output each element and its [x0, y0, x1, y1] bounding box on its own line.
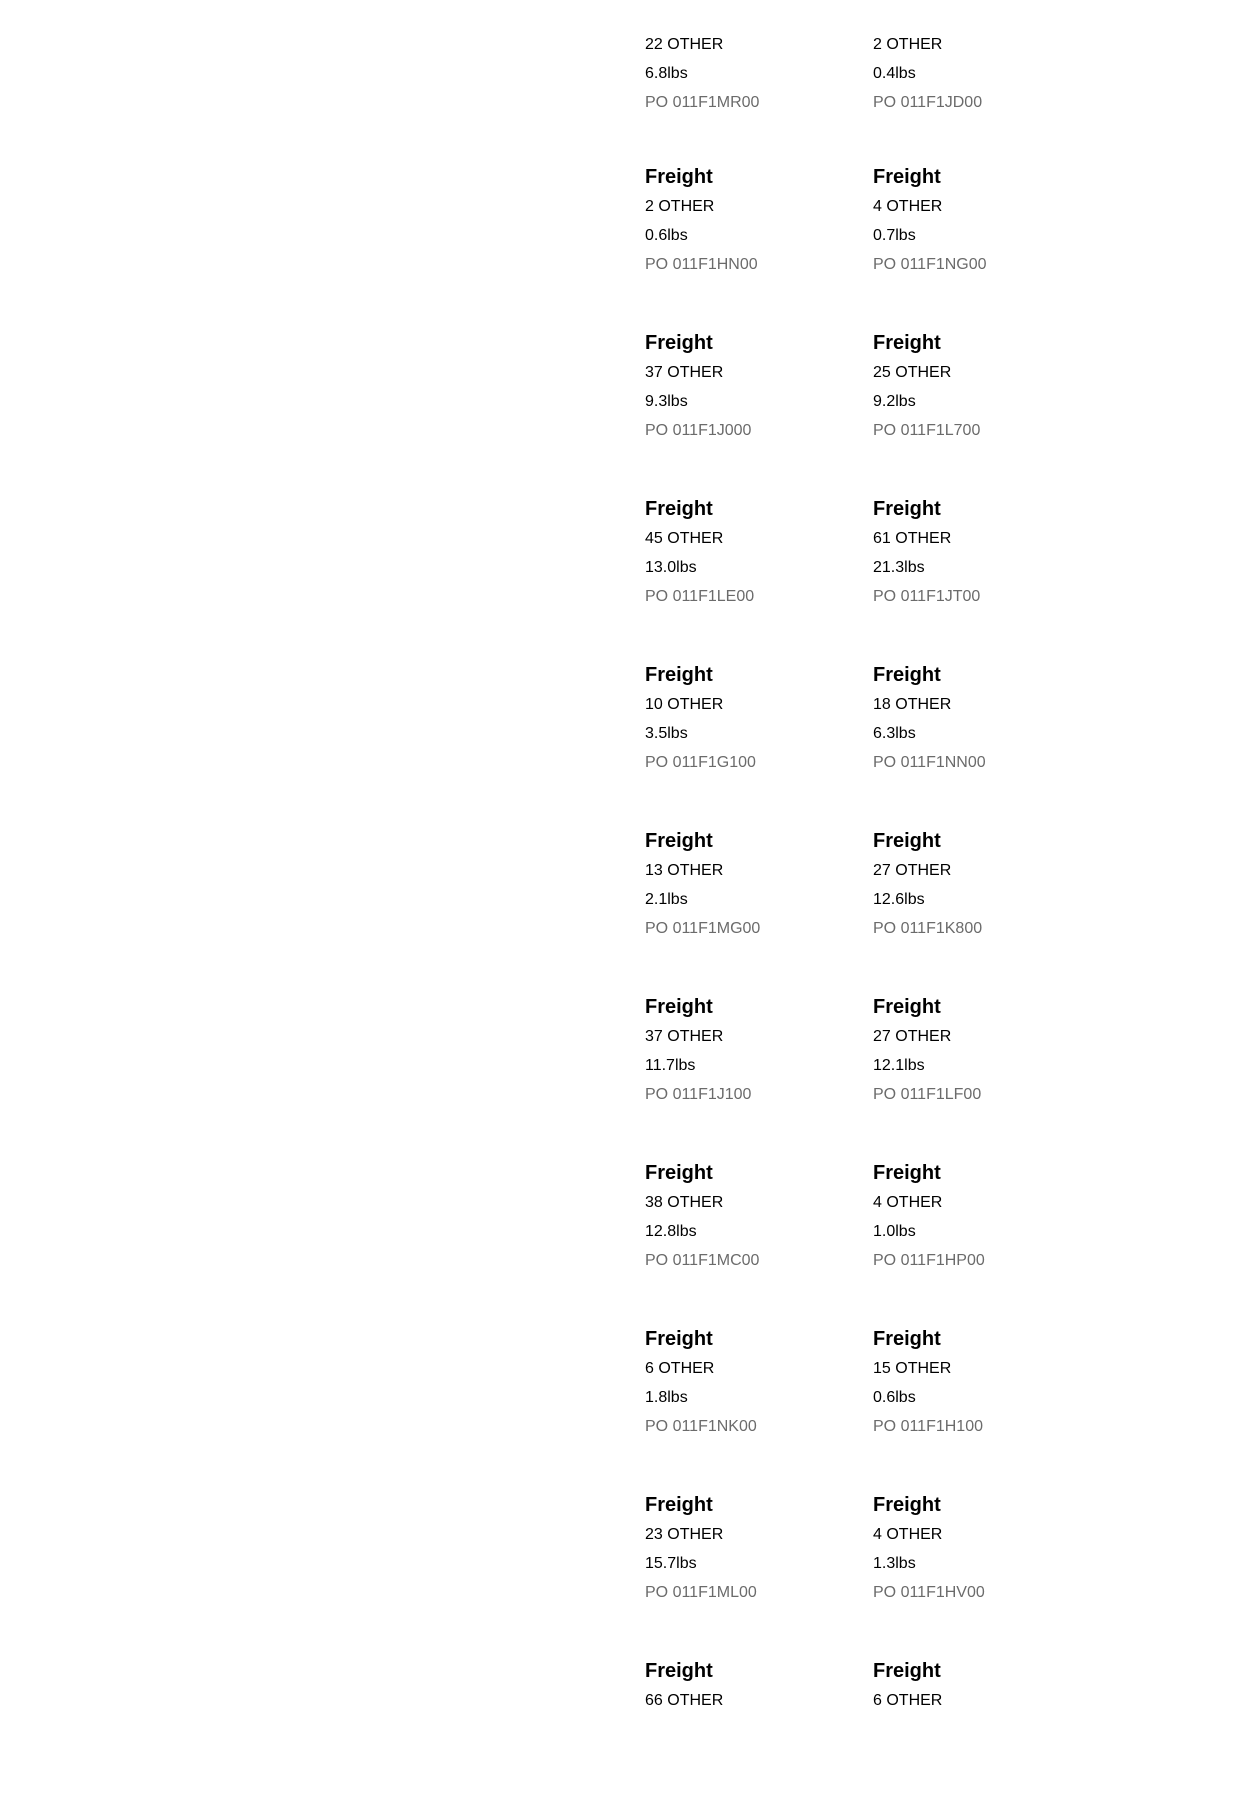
shipment-po: PO 011F1H100	[873, 1418, 983, 1435]
shipment-quantity: 38 OTHER	[645, 1194, 724, 1211]
shipment-title: Freight	[645, 166, 713, 188]
shipment-card	[645, 990, 873, 1156]
shipment-title: Freight	[645, 1328, 713, 1350]
shipment-quantity: 13 OTHER	[645, 862, 724, 879]
shipment-grid-full	[645, 160, 1115, 1820]
shipment-po: PO 011F1NK00	[645, 1418, 757, 1435]
shipment-weight: 0.7lbs	[873, 227, 916, 244]
shipment-quantity: 27 OTHER	[873, 862, 952, 879]
shipment-po: PO 011F1MC00	[645, 1252, 760, 1269]
shipment-card	[645, 492, 873, 658]
shipment-title: Freight	[645, 1494, 713, 1516]
shipment-po: PO 011F1K800	[873, 920, 983, 937]
shipment-po: PO 011F1G100	[645, 754, 756, 771]
shipment-quantity: 10 OTHER	[645, 696, 724, 713]
shipment-card	[645, 1156, 873, 1322]
shipment-card	[873, 658, 1101, 824]
shipment-card	[645, 1654, 873, 1820]
shipment-quantity: 18 OTHER	[873, 696, 952, 713]
shipment-weight: 21.3lbs	[873, 559, 925, 576]
shipment-weight: 0.6lbs	[645, 227, 688, 244]
shipment-weight: 2.1lbs	[645, 891, 688, 908]
shipment-card	[873, 1322, 1101, 1488]
shipment-weight: 1.3lbs	[873, 1555, 916, 1572]
shipment-po: PO 011F1HN00	[645, 256, 758, 273]
shipment-card	[873, 326, 1101, 492]
shipment-po: PO 011F1HV00	[873, 1584, 985, 1601]
shipment-weight: 13.0lbs	[645, 559, 697, 576]
shipment-po: PO 011F1ML00	[645, 1584, 757, 1601]
shipment-weight: 12.8lbs	[645, 1223, 697, 1240]
shipment-title: Freight	[645, 830, 713, 852]
shipment-weight: 6.3lbs	[873, 725, 916, 742]
shipment-card	[645, 160, 873, 326]
shipment-title: Freight	[645, 1660, 713, 1682]
shipment-po: PO 011F1J100	[645, 1086, 752, 1103]
shipment-quantity: 2 OTHER	[645, 198, 715, 215]
shipment-card	[873, 1156, 1101, 1322]
shipment-title: Freight	[873, 1660, 941, 1682]
shipment-po: PO 011F1LF00	[873, 1086, 982, 1103]
shipment-title: Freight	[645, 498, 713, 520]
shipment-title: Freight	[873, 332, 941, 354]
shipment-card	[645, 658, 873, 824]
shipment-title: Freight	[645, 1162, 713, 1184]
shipment-title: Freight	[873, 830, 941, 852]
shipment-po: PO 011F1MG00	[645, 920, 761, 937]
shipment-quantity: 22 OTHER	[645, 36, 724, 53]
shipment-title: Freight	[873, 996, 941, 1018]
shipment-weight: 12.1lbs	[873, 1057, 925, 1074]
shipment-quantity: 2 OTHER	[873, 36, 943, 53]
shipment-card	[873, 990, 1101, 1156]
shipment-quantity: 45 OTHER	[645, 530, 724, 547]
shipment-weight: 6.8lbs	[645, 65, 688, 82]
shipment-weight: 12.6lbs	[873, 891, 925, 908]
shipment-po: PO 011F1J000	[645, 422, 752, 439]
shipment-po: PO 011F1JD00	[873, 94, 983, 111]
shipment-card	[645, 1322, 873, 1488]
shipment-title: Freight	[873, 166, 941, 188]
shipment-weight: 0.6lbs	[873, 1389, 916, 1406]
shipment-quantity: 23 OTHER	[645, 1526, 724, 1543]
shipment-quantity: 66 OTHER	[645, 1692, 724, 1709]
shipment-weight: 9.3lbs	[645, 393, 688, 410]
shipment-weight: 0.4lbs	[873, 65, 916, 82]
shipment-quantity: 37 OTHER	[645, 364, 724, 381]
shipment-quantity: 4 OTHER	[873, 1526, 943, 1543]
shipment-po: PO 011F1NN00	[873, 754, 986, 771]
shipment-card	[645, 1488, 873, 1654]
shipment-weight: 11.7lbs	[645, 1057, 696, 1074]
shipment-quantity: 37 OTHER	[645, 1028, 724, 1045]
shipment-weight: 1.0lbs	[873, 1223, 916, 1240]
shipment-title: Freight	[873, 1494, 941, 1516]
shipment-card	[873, 824, 1101, 990]
shipment-quantity: 15 OTHER	[873, 1360, 952, 1377]
shipment-quantity: 4 OTHER	[873, 198, 943, 215]
shipment-quantity: 27 OTHER	[873, 1028, 952, 1045]
shipment-title: Freight	[645, 332, 713, 354]
shipment-weight: 15.7lbs	[645, 1555, 697, 1572]
shipment-title: Freight	[873, 1162, 941, 1184]
shipment-po: PO 011F1L700	[873, 422, 981, 439]
shipment-card	[873, 160, 1101, 326]
shipment-quantity: 61 OTHER	[873, 530, 952, 547]
shipment-quantity: 6 OTHER	[873, 1692, 943, 1709]
shipment-po: PO 011F1MR00	[645, 94, 760, 111]
shipment-card	[873, 1488, 1101, 1654]
shipment-card	[645, 824, 873, 990]
shipment-quantity: 6 OTHER	[645, 1360, 715, 1377]
shipment-weight: 1.8lbs	[645, 1389, 688, 1406]
shipment-title: Freight	[645, 664, 713, 686]
shipment-quantity: 25 OTHER	[873, 364, 952, 381]
shipment-weight: 3.5lbs	[645, 725, 688, 742]
shipment-po: PO 011F1LE00	[645, 588, 755, 605]
shipment-title: Freight	[645, 996, 713, 1018]
shipment-card	[645, 326, 873, 492]
shipment-weight: 9.2lbs	[873, 393, 916, 410]
shipment-title: Freight	[873, 664, 941, 686]
shipment-po: PO 011F1HP00	[873, 1252, 985, 1269]
shipment-title: Freight	[873, 498, 941, 520]
shipment-title: Freight	[873, 1328, 941, 1350]
shipment-card	[873, 492, 1101, 658]
shipment-po: PO 011F1NG00	[873, 256, 987, 273]
shipment-po: PO 011F1JT00	[873, 588, 981, 605]
shipment-quantity: 4 OTHER	[873, 1194, 943, 1211]
shipment-card	[873, 1654, 1101, 1820]
